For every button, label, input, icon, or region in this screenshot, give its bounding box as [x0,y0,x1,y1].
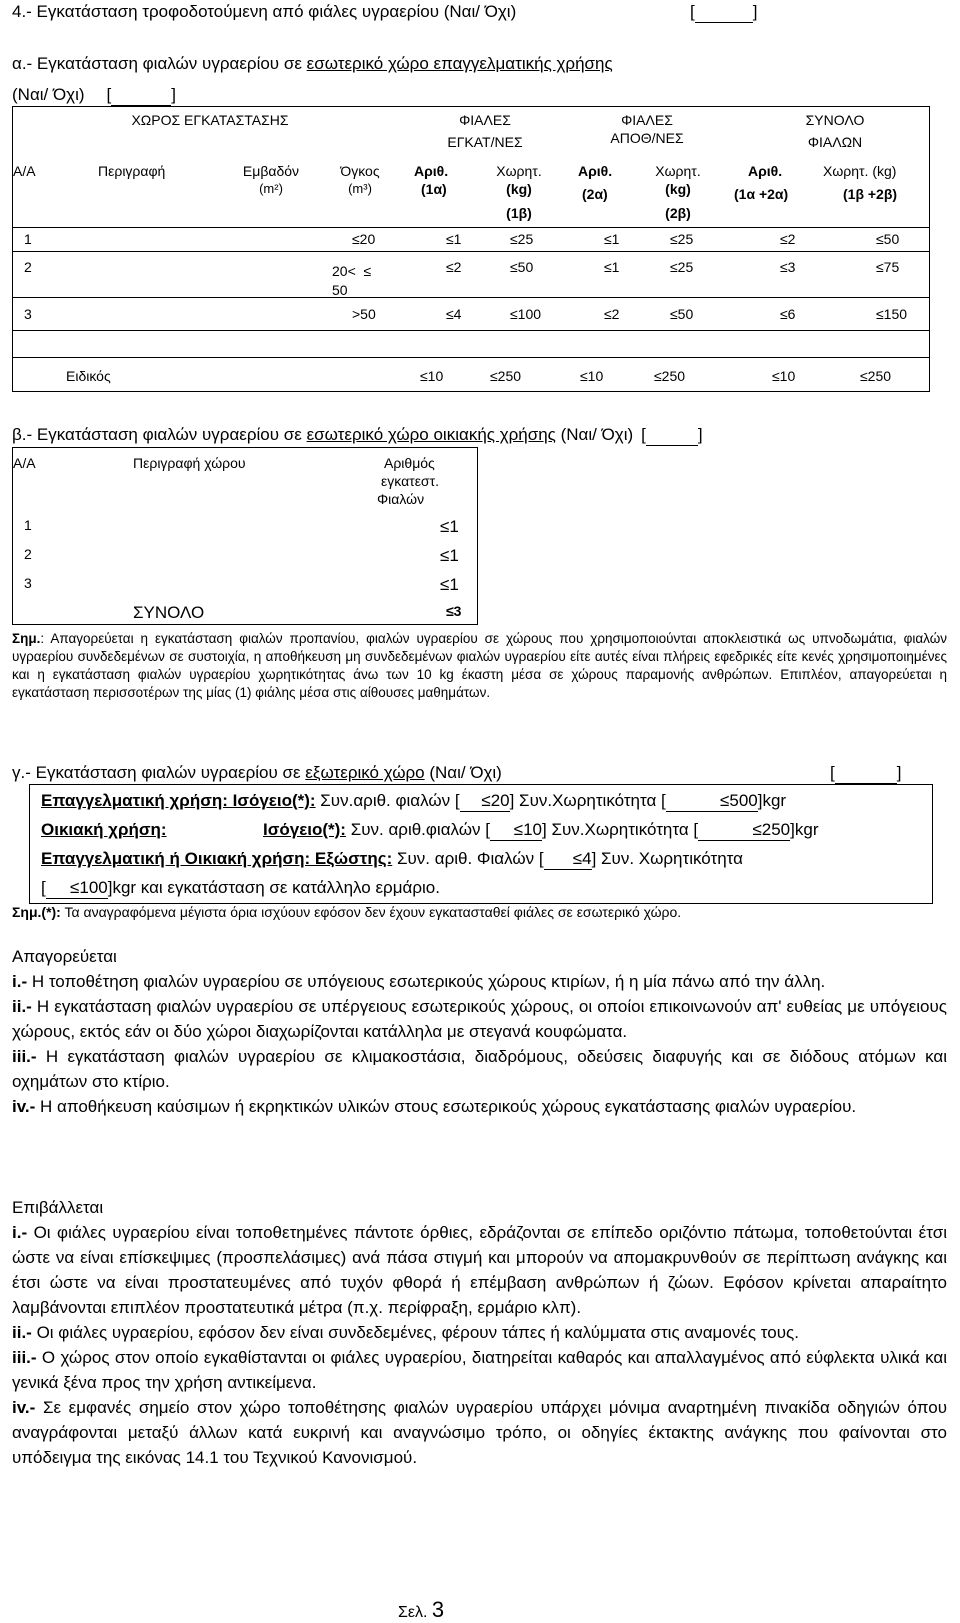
b-h-desc: Περιγραφή χώρου [133,455,246,471]
prohibited-list [12,969,947,1119]
h-num2: Αριθ. [578,163,613,179]
h-numTb: (1α +2α) [734,186,789,202]
table-row-special: Ειδικός [66,368,111,384]
b-h-aa: Α/Α [13,455,36,471]
cell: ≤1 [604,259,620,275]
required-item: i.- Οι φιάλες υγραερίου είναι τοποθετημένες πάντοτε όρθιες, εδράζονται σε επίπεδο οριζόντιο πάτωμα, τοποθετούνται έτσι ώστε να είναι επίσκεψιμες (προσπελάσιμες) ανά πάσα στιγμή και μπορούν να απομακρυνθούν σε περίπτωση ανάγκης και έτσι ώστε να είναι προστατευμένες από τυχόν φθορά ή επέμβαση ανθρώπων ή ζώων. Εφόσον κρίνεται απαραίτητο λαμβάνονται επιπλέον προστατευτικά μέτρα (π.χ. περίφραξη, ερμάριο κλπ). [12,1223,947,1317]
prohibited-item: iii.- Η εγκατάσταση φιαλών υγραερίου σε κλιμακοστάσια, διαδρόμους, οδεύσεις διαφυγής και σε διόδους ατόμων και οχημάτων στο κτίριο. [12,1047,947,1091]
section-4-bracket: [ ] [690,2,758,21]
table-row: 3 [24,306,32,322]
c-line-3: Επαγγελματική ή Οικιακή χρήση: Εξώστης: Συν. αριθ. Φιαλών [ ≤4] Συν. Χωρητικότητα [41,849,743,868]
b-total-value: ≤3 [446,603,462,619]
h-vol: Όγκος [340,163,380,179]
h-cap1: Χωρητ. [496,163,542,179]
cell: ≤75 [876,259,900,275]
cell: ≤4 [446,306,462,322]
cell: ≤50 [876,231,900,247]
cell: ≤2 [446,259,462,275]
cell: 50 [332,282,348,298]
cell: >50 [352,306,376,322]
h-aa: Α/Α [13,163,36,179]
b-h-count-3: Φιαλών [377,491,425,507]
cell: ≤3 [780,259,796,275]
h-area: Εμβαδόν [242,163,300,179]
prohibited-item: iv.- Η αποθήκευση καύσιμων ή εκρηκτικών υλικών στους εσωτερικούς χώρους εγκατάστασης φιαλών υγραερίου. [12,1097,857,1116]
c-line-4: [ ≤100]kgr και εγκατάσταση σε κατάλληλο ερμάριο. [41,878,440,897]
required-item: iv.- Σε εμφανές σημείο στον χώρο τοποθέτησης φιαλών υγραερίου υπάρχει μόνιμα αναρτημένη πινακίδα οδηγιών όπου αναγράφονται μεταξύ άλλων κατά ευκρινή και αναγνώσιμο τρόπο, οι οδηγίες έκτακτης ανάγκης που φαίνονται στο υπόδειγμα της εικόνας 14.1 του Τεχνικού Κανονισμού. [12,1398,947,1467]
required-item: ii.- Οι φιάλες υγραερίου, εφόσον δεν είναι συνδεδεμένες, φέρουν τάπες ή καλύμματα στις αναμονές τους. [12,1323,799,1342]
section-a-heading: α.- Εγκατάσταση φιαλών υγραερίου σε εσωτερικό χώρο επαγγελματικής χρήσης [12,54,613,73]
section-4-heading: 4.- Εγκατάσταση τροφοδοτούμενη από φιάλες υγραερίου (Ναι/ Όχι) [12,2,517,21]
h-vol-unit: (m³) [348,181,372,196]
h-num1b: (1α) [421,181,447,197]
cell: ≤250 [860,368,892,384]
group-installed-2: ΕΓΚΑΤ/ΝΕΣ [447,134,523,150]
prohibited-item: i.- Η τοποθέτηση φιαλών υγραερίου σε υπόγειους εσωτερικούς χώρους κτιρίων, ή η μία πάνω από την άλλη. [12,972,826,991]
group-space: ΧΩΡΟΣ ΕΓΚΑΤΑΣΤΑΣΗΣ [131,112,289,128]
prohibited-item: ii.- Η εγκατάσταση φιαλών υγραερίου σε υπέργειους εσωτερικούς χώρους, οι οποίοι επικοινωνούν απ' ευθείας με υπόγειους χώρους, εκτός εάν οι δύο χώροι διαχωρίζονται κατάλληλα με στεγανά κουφώματα. [12,997,947,1041]
table-row: 1 [24,231,32,247]
note-2: Σημ.(*): Τα αναγραφόμενα μέγιστα όρια ισχύουν εφόσον δεν έχουν εγκατασταθεί φιάλες σε εσωτερικό χώρο. [12,904,682,920]
page-number: Σελ. 3 [398,1597,445,1622]
required-item: iii.- Ο χώρος στον οποίο εγκαθίστανται οι φιάλες υγραερίου, διατηρείται καθαρός και απαλλαγμένος από εύφλεκτα υλικά και γενικά ξένα προς την χρήση αντικείμενα. [12,1348,947,1392]
cell: ≤10 [772,368,796,384]
required-list [12,1220,947,1470]
h-num2b: (2α) [582,186,608,202]
table-row: 2 [24,259,32,275]
h-desc: Περιγραφή [98,163,166,179]
section-b-heading: β.- Εγκατάσταση φιαλών υγραερίου σε εσωτερικό χώρο οικιακής χρήσης (Ναι/ Όχι) [ ] [12,425,703,444]
h-cap1b: (kg) [506,181,532,197]
cell: ≤1 [604,231,620,247]
cell: ≤20 [352,231,376,247]
section-c-heading: γ.- Εγκατάσταση φιαλών υγραερίου σε εξωτερικό χώρο (Ναι/ Όχι) [12,763,502,782]
list-item: 3 [24,575,32,591]
cell: ≤6 [780,306,796,322]
cell: ≤150 [876,306,908,322]
prohibited-title: Απαγορεύεται [12,947,117,966]
note-1: Σημ.: Απαγορεύεται η εγκατάσταση φιαλών προπανίου, φιαλών υγραερίου σε χώρους που χρησιμοποιούνται αποκλειστικά ως υπνοδωμάτια, φιαλών υγραερίου συνδεδεμένων σε συστοιχία, η αποθήκευση μη συνδεδεμένων φιαλών υγραερίου είτε αυτές είναι πλήρεις εφεδρικές είτε κενές χρησιμοποιημένες και η εγκατάσταση φιαλών υγραερίου χωρητικότητας άνω των 10 kg έκαστη μέσα σε χώρους παραμονής ανθρώπων. Επιπλέον, απαγορεύεται η εγκατάσταση περισσοτέρων της μίας (1) φιάλης μέσα στις αίθουσες μαθημάτων. [12,631,947,700]
group-total-2: ΦΙΑΛΩΝ [807,134,863,150]
section-c-bracket: [ ] [830,763,902,782]
cell: ≤50 [510,259,534,275]
cell: ≤2 [604,306,620,322]
c-line-2: Οικιακή χρήση: Ισόγειο(*): Συν. αριθ.φιαλών [ ≤10] Συν.Χωρητικότητα [ ≤250]kgr [41,820,819,839]
cell: ≤250 [490,368,522,384]
h-cap2: Χωρητ. [655,163,701,179]
cell: ≤10 [580,368,604,384]
c-line-1: Επαγγελματική χρήση: Ισόγειο(*): Συν.αριθ. φιαλών [ ≤20] Συν.Χωρητικότητα [ ≤500]kgr [41,791,787,810]
required-title: Επιβάλλεται [12,1198,104,1217]
section-a-yesno: (Ναι/ Όχι) [ ] [12,85,176,104]
list-item-value: ≤1 [440,575,459,594]
h-cap1c: (1β) [506,205,532,221]
group-stored: ΦΙΑΛΕΣ [621,112,673,128]
cell: ≤25 [670,259,694,275]
h-cap2b: (kg) [665,181,691,197]
cell: ≤50 [670,306,694,322]
cell: ≤100 [510,306,542,322]
list-item-value: ≤1 [440,546,459,565]
group-installed: ΦΙΑΛΕΣ [459,112,511,128]
h-capT: Χωρητ. (kg) [823,163,897,179]
list-item-value: ≤1 [440,517,459,536]
cell: ≤1 [446,231,462,247]
cell: ≤250 [654,368,686,384]
b-total-label: ΣΥΝΟΛΟ [133,603,205,622]
cell: ≤25 [670,231,694,247]
b-h-count: Αριθμός [384,455,435,471]
cell: ≤2 [780,231,796,247]
list-item: 2 [24,546,32,562]
h-num1: Αριθ. [414,163,449,179]
group-stored-2: ΑΠΟΘ/ΝΕΣ [610,130,684,146]
b-h-count-2: εγκατεστ. [381,473,439,489]
group-total: ΣΥΝΟΛΟ [805,112,865,128]
h-capTb: (1β +2β) [843,186,898,202]
cell: 20< ≤ [332,263,372,279]
h-cap2c: (2β) [665,205,691,221]
list-item: 1 [24,517,32,533]
h-area-unit: (m²) [259,181,283,196]
cell: ≤10 [420,368,444,384]
cell: ≤25 [510,231,534,247]
h-numT: Αριθ. [748,163,783,179]
